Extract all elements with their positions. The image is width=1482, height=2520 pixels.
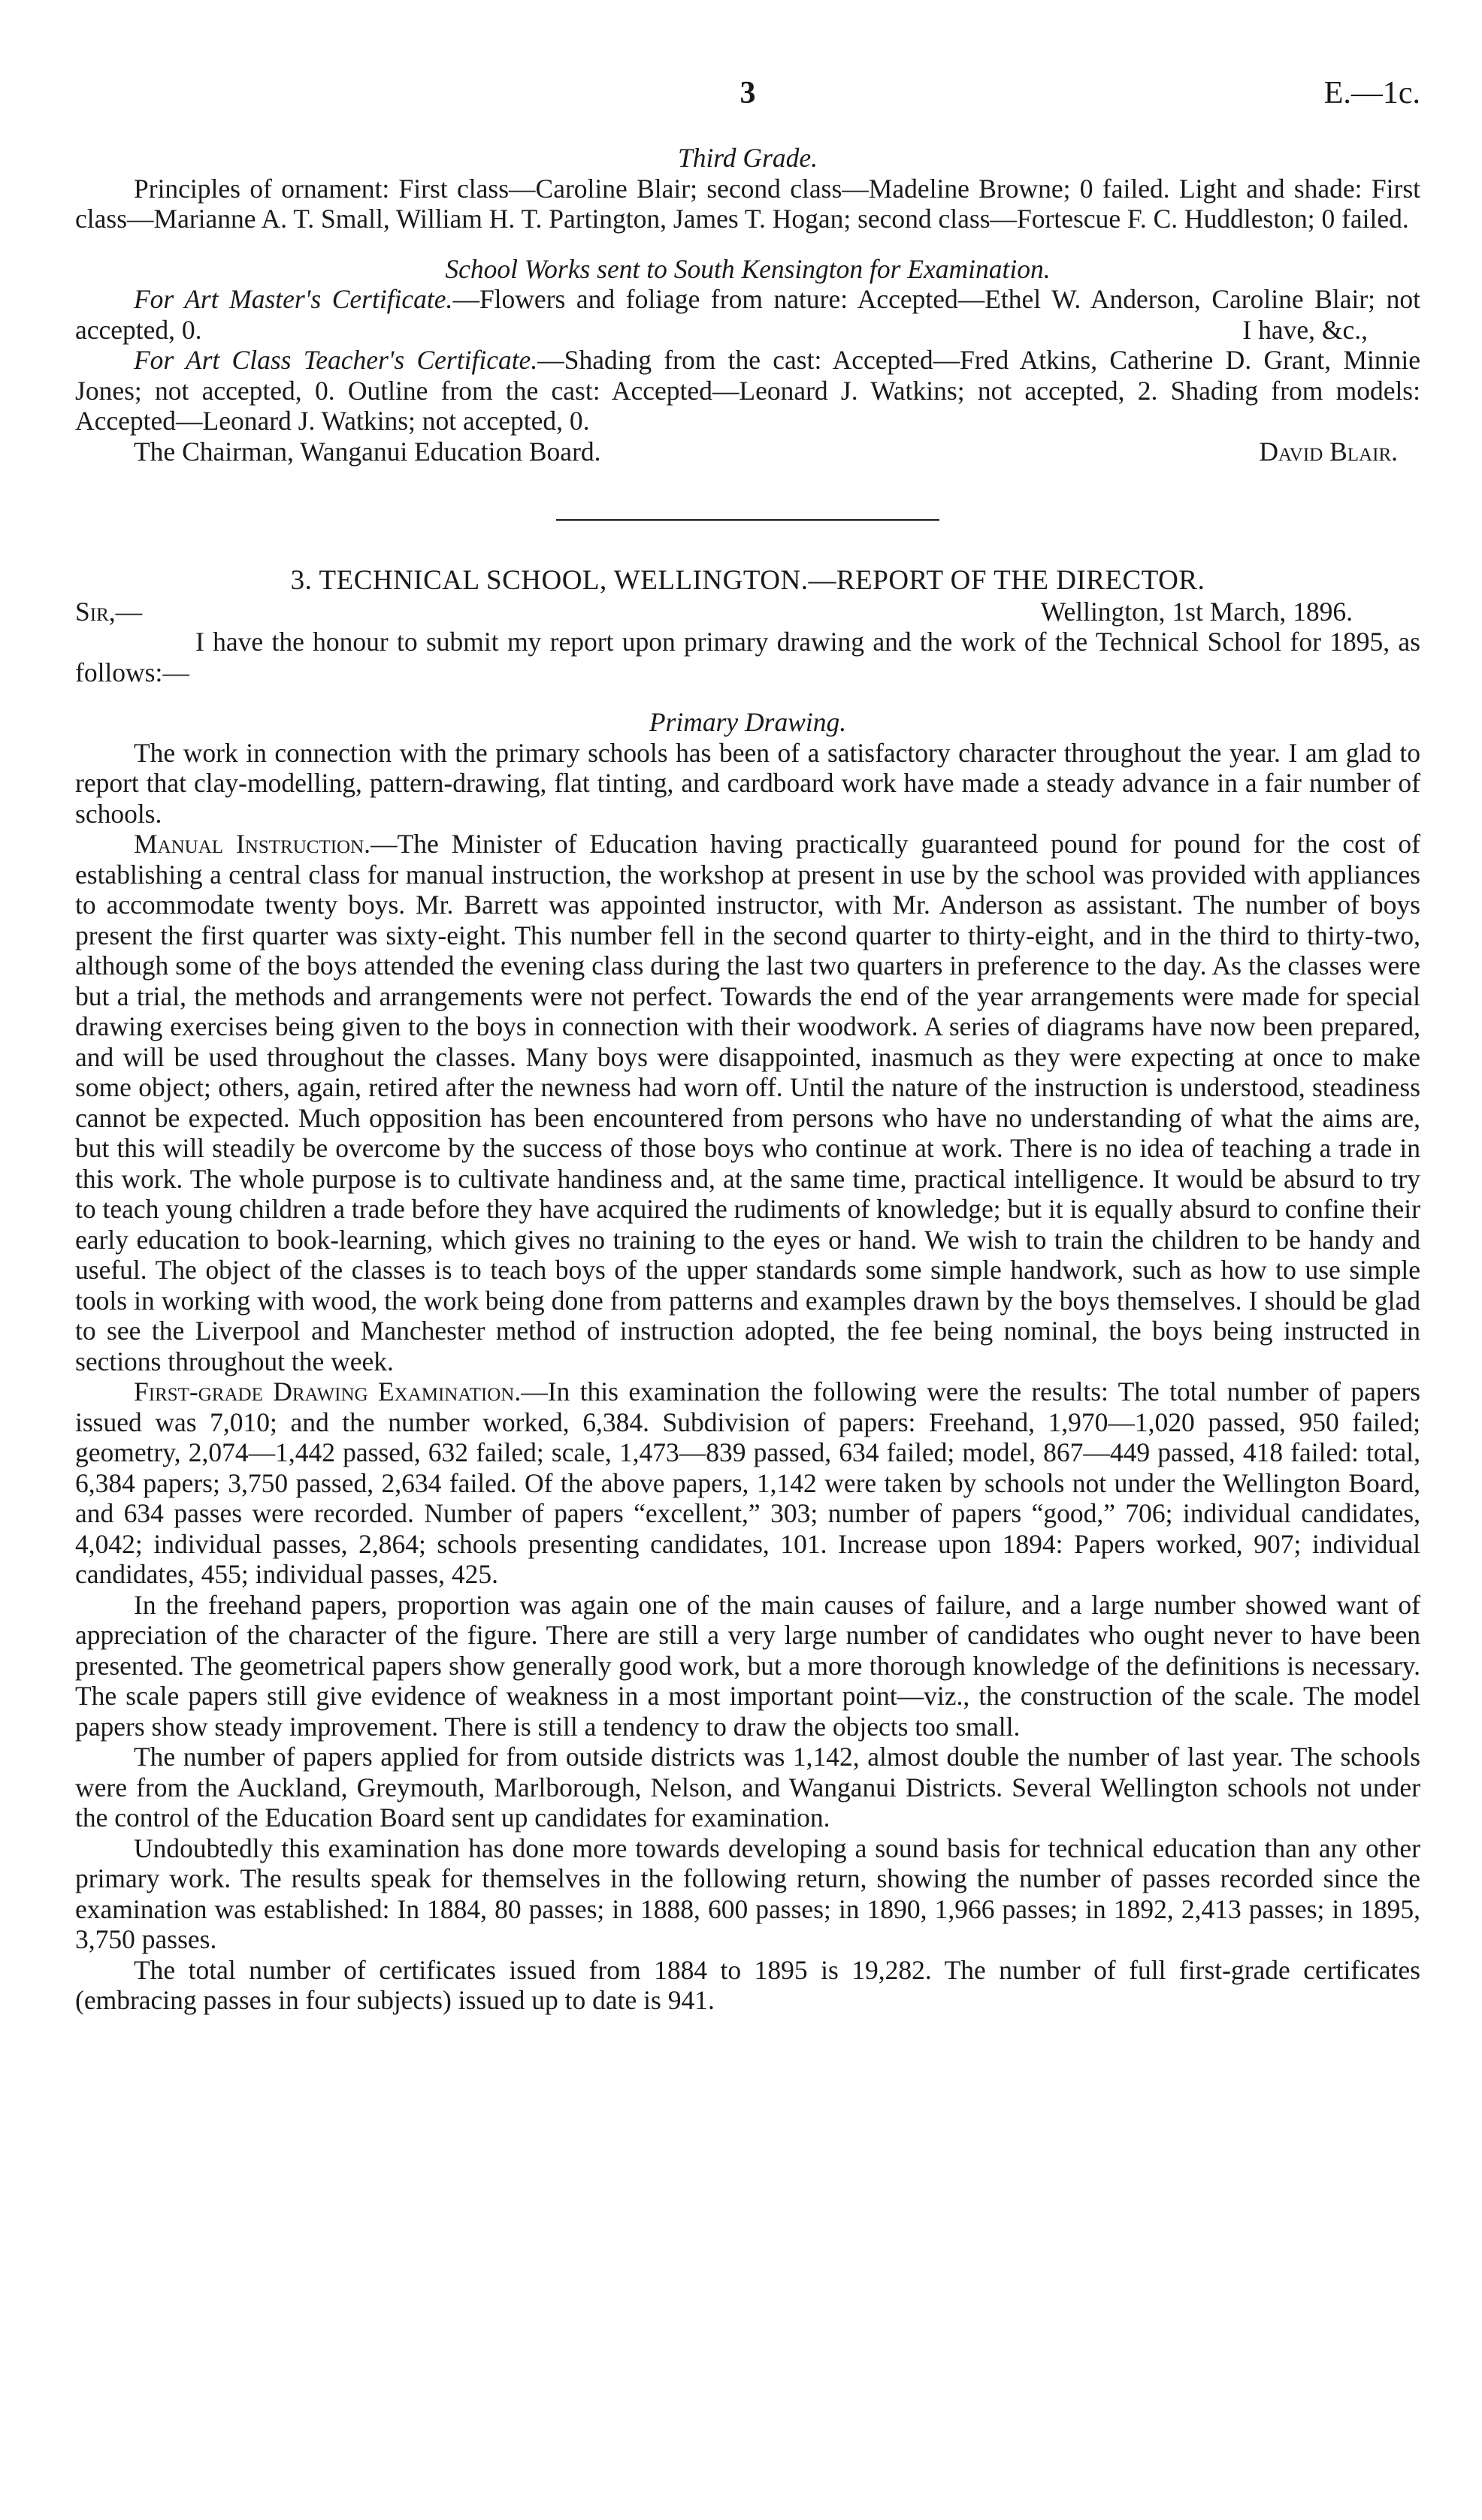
page-content: [75, 143, 1420, 2016]
freehand-paragraph: In the freehand papers, proportion was again one of the main causes of failure, and a large number showed want of appreciation of the character of the figure. There are still a very large number of candidates who ought never to have been presented. The geometrical papers show generally good work, but a more thorough knowledge of the definitions is necessary. The scale papers still give evidence of weakness in a most important point—viz., the construction of the scale. The model papers show steady improvement. There is still a tendency to draw the objects too small.: [75, 1589, 1420, 1742]
place-date: Wellington, 1st March, 1896.: [1040, 596, 1353, 627]
page-header: [75, 75, 1420, 120]
report-title: 3. TECHNICAL SCHOOL, WELLINGTON.—REPORT OF THE DIRECTOR.: [290, 565, 1205, 596]
manual-instruction-text: —The Minister of Education having practically guaranteed pound for pound for the cost of establishing a central class for manual instruction, the workshop at present in use by the school was provided with appliances to accommodate twenty boys. Mr. Barrett was appointed instructor, with Mr. Anderson as assistant. The number of boys present the first quarter was sixty-eight. This number fell in the second quarter to thirty-eight, and in the third to thirty-two, although some of the boys attended the evening class during the last two quarters in preference to the day. As the classes were but a trial, the methods and arrangements were not perfect. Towards the end of the year arrangements were made for special drawing exercises being given to the boys in connection with their woodwork. A series of diagrams have now been prepared, and will be used throughout the classes. Many boys were disappointed, inasmuch as they were expecting at once to make some object; others, again, retired after the newness had worn off. Until the nature of the instruction is understood, steadiness cannot be expected. Much opposition has been encountered from persons who have no understanding of what the aims are, but this will steadily be overcome by the success of those boys who continue at work. There is no idea of teaching a trade in this work. The whole purpose is to cultivate handiness and, at the same time, practical intelligence. It would be absurd to try to teach young children a trade before they have acquired the rudiments of knowledge; but it is equally absurd to confine their early education to book-learning, which gives no training to the eyes or hand. We wish to train the children to be handy and useful. The object of the classes is to teach boys of the upper standards some simple handwork, such as how to use simple tools in working with wood, the work being done from patterns and examples drawn by the boys themselves. I should be glad to see the Liverpool and Manchester method of instruction adopted, the fee being nominal, the boys being instructed in sections throughout the week.: [75, 829, 1421, 1376]
school-works-heading: School Works sent to South Kensington for Examination.: [445, 253, 1051, 284]
art-class-text: —Shading from the cast: Accepted—Fred Atkins, Catherine D. Grant, Minnie Jones; not accepted, 0. Outline from the cast: Accepted—Leonard J. Watkins; not accepted, 2. Shading from models: Accepted—Leonard J. Watkins; not accepted, 0.: [75, 345, 1420, 436]
manual-instruction-paragraph: [75, 829, 1420, 1376]
first-grade-label: First-grade Drawing Examination.: [134, 1376, 522, 1407]
first-grade-paragraph: [75, 1376, 1420, 1590]
outside-districts-paragraph: The number of papers applied for from outside districts was 1,142, almost double the number of last year. The schools were from the Auckland, Greymouth, Marlborough, Nelson, and Wanganui Districts. Several Wellington schools not under the control of the Education Board sent up candidates for examination.: [75, 1742, 1420, 1833]
salutation: Sir,—: [75, 596, 143, 627]
report-intro: I have the honour to submit my report upon primary drawing and the work of the Technical School for 1895, as follows:—: [75, 627, 1420, 687]
art-class-paragraph: [75, 345, 1420, 437]
closing-line: I have, &c.,: [1242, 314, 1368, 345]
addressee: The Chairman, Wanganui Education Board.: [134, 436, 601, 467]
page-number: 3: [739, 76, 756, 110]
total-certificates-paragraph: The total number of certificates issued from 1884 to 1895 is 19,282. The number of full first-grade certificates (embracing passes in four subjects) issued up to date is 941.: [75, 1954, 1420, 2015]
art-master-paragraph: [75, 284, 1420, 345]
document-page: [75, 0, 1420, 2520]
signature: David Blair.: [1259, 436, 1398, 467]
primary-drawing-paragraph: The work in connection with the primary schools has been of a satisfactory character throughout the year. I am glad to report that clay-modelling, pattern-drawing, flat tinting, and cardboard work have made a steady advance in a fair number of schools.: [75, 737, 1420, 829]
salutation-row: [75, 597, 1420, 627]
art-master-text: —Flowers and foliage from nature: Accepted—Ethel W. Anderson, Caroline Blair; not accepted, 0.: [75, 284, 1420, 345]
manual-instruction-label: Manual Instruction.: [134, 829, 371, 859]
third-grade-paragraph: Principles of ornament: First class—Caroline Blair; second class—Madeline Browne; 0 failed. Light and shade: First class—Marianne A. T. Small, William H. T. Partington, James T. Hogan; second class—Fortescue F. C. Huddleston; 0 failed.: [75, 173, 1420, 234]
document-reference: E.—1c.: [1323, 76, 1420, 110]
third-grade-heading: Third Grade.: [677, 143, 818, 173]
first-grade-text: —In this examination the following were the results: The total number of papers issued was 7,010; and the number worked, 6,384. Subdivision of papers: Freehand, 1,970—1,020 passed, 950 failed; geometry, 2,074—1,442 passed, 632 failed; scale, 1,473—839 passed, 634 failed; model, 867—449 passed, 418 failed: total, 6,384 papers; 3,750 passed, 2,634 failed. Of the above papers, 1,142 were taken by schools not under the Wellington Board, and 634 passes were recorded. Number of papers “excellent,” 303; number of papers “good,” 706; individual candidates, 4,042; individual passes, 2,864; schools presenting candidates, 101. Increase upon 1894: Papers worked, 907; individual candidates, 455; individual passes, 425.: [75, 1376, 1420, 1589]
art-master-label: For Art Master's Certificate.: [134, 284, 453, 314]
primary-drawing-heading: Primary Drawing.: [649, 707, 847, 737]
undoubtedly-paragraph: Undoubtedly this examination has done more towards developing a sound basis for technical education than any other primary work. The results speak for themselves in the following return, showing the number of passes recorded since the examination was established: In 1884, 80 passes; in 1888, 600 passes; in 1890, 1,966 passes; in 1892, 2,413 passes; in 1895, 3,750 passes.: [75, 1833, 1420, 1954]
signature-line: [75, 437, 1420, 467]
art-class-label: For Art Class Teacher's Certificate.: [134, 345, 538, 375]
